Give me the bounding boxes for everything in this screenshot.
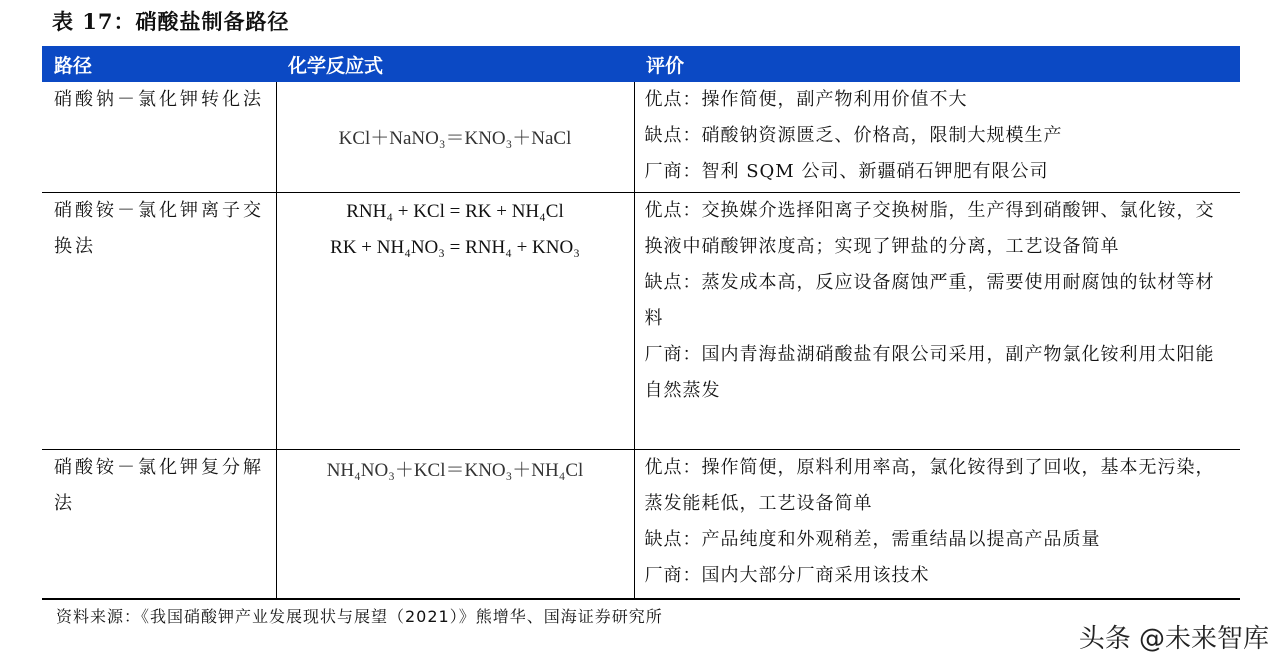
route-name: 硝酸铵－氯化钾离子交换法 (42, 193, 276, 450)
reaction-formula (276, 82, 634, 193)
evaluation-cons: 缺点：硝酸钠资源匮乏、价格高，限制大规模生产 (644, 125, 1063, 146)
formula-line: KCl＋NaNO₃＝KNO₃＋NaCl (338, 128, 572, 149)
evaluation-vendors: 厂商：国内青海盐湖硝酸盐有限公司采用，副产物氯化铵利用太阳能自然蒸发 (644, 344, 1215, 401)
preparation-routes-table (42, 46, 1240, 600)
evaluation-cons: 缺点：蒸发成本高，反应设备腐蚀严重，需要使用耐腐蚀的钛材等材料 (644, 272, 1215, 329)
watermark: 头条 @未来智库 (1078, 624, 1269, 654)
header-row (42, 46, 1240, 82)
formula-line: NH₄NO₃＋KCl＝KNO₃＋NH₄Cl (326, 460, 584, 481)
header-path: 路径 (42, 46, 276, 82)
header-evaluation: 评价 (634, 46, 1240, 82)
evaluation-pros: 优点：操作简便，副产物利用价值不大 (644, 89, 968, 110)
evaluation-cell (634, 82, 1240, 193)
table-row (42, 82, 1240, 193)
table-row (42, 450, 1240, 600)
table-row (42, 193, 1240, 450)
source-note: 资料来源：《我国硝酸钾产业发展现状与展望（2021）》熊增华、国海证券研究所 (56, 607, 663, 626)
reaction-formula (276, 193, 634, 450)
evaluation-vendors: 厂商：智利 SQM 公司、新疆硝石钾肥有限公司 (644, 161, 1049, 182)
route-name: 硝酸钠－氯化钾转化法 (42, 82, 276, 193)
evaluation-vendors: 厂商：国内大部分厂商采用该技术 (644, 565, 930, 586)
table-title: 表 17：硝酸盐制备路径 (52, 9, 290, 34)
formula-line: RK + NH₄NO₃ = RNH₄ + KNO₃ (330, 237, 580, 258)
formula-line: RNH₄ + KCl = RK + NH₄Cl (346, 201, 564, 222)
evaluation-pros: 优点：操作简便，原料利用率高，氯化铵得到了回收，基本无污染，蒸发能耗低，工艺设备简单 (644, 457, 1215, 514)
evaluation-cell (634, 193, 1240, 450)
evaluation-cell (634, 450, 1240, 600)
header-formula: 化学反应式 (276, 46, 634, 82)
evaluation-pros: 优点：交换媒介选择阳离子交换树脂，生产得到硝酸钾、氯化铵，交换液中硝酸钾浓度高；实现了钾盐的分离，工艺设备简单 (644, 200, 1215, 257)
evaluation-cons: 缺点：产品纯度和外观稍差，需重结晶以提高产品质量 (644, 529, 1101, 550)
reaction-formula (276, 450, 634, 600)
route-name: 硝酸铵－氯化钾复分解法 (42, 450, 276, 600)
